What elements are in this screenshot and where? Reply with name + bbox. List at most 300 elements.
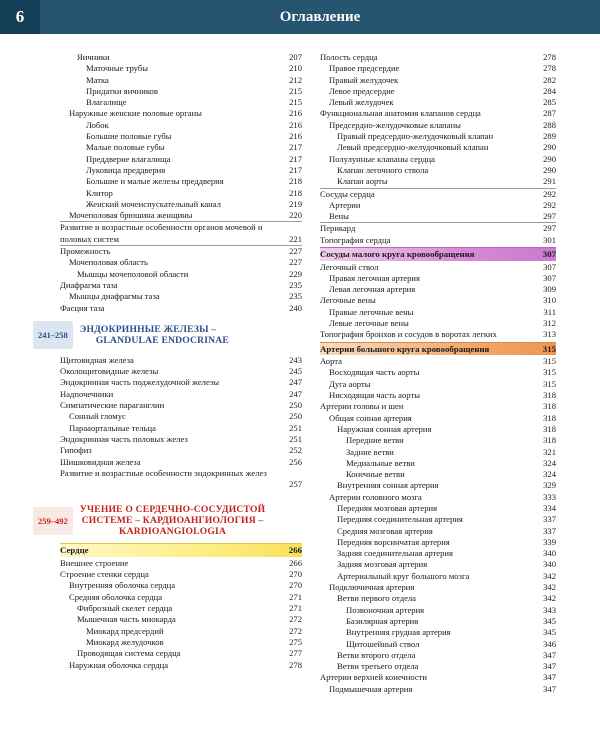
toc-block-heart (60, 558, 302, 671)
toc-entry-page: 227 (289, 257, 302, 268)
toc-entry-page: 334 (543, 502, 556, 513)
toc-entry[interactable] (60, 377, 302, 388)
toc-entry-page: 247 (289, 377, 302, 388)
toc-entry[interactable] (320, 154, 556, 165)
section-page-range: 241–258 (33, 321, 73, 349)
toc-entry-title: Парааортальные тельца (69, 422, 156, 433)
toc-entry-title: Артерии головного мозга (329, 491, 422, 502)
toc-entry-page: 288 (543, 119, 556, 130)
toc-entry-title: Полость сердца (320, 52, 378, 62)
toc-entry-page: 277 (289, 648, 302, 659)
toc-entry-page: 307 (543, 272, 556, 283)
toc-entry[interactable] (320, 401, 556, 412)
toc-entry-page: 318 (543, 390, 556, 401)
toc-entry-page: 212 (289, 74, 302, 85)
toc-entry-title: Малые половые губы (86, 142, 165, 153)
toc-entry-page: 321 (543, 446, 556, 457)
toc-block-female-organs (60, 52, 302, 314)
toc-entry-page: 324 (543, 469, 556, 480)
toc-entry-page: 342 (543, 570, 556, 581)
toc-entry-title: Задние ветви (346, 446, 394, 457)
toc-entry-title: Внутренняя сонная артерия (337, 480, 439, 491)
toc-entry-page: 333 (543, 491, 556, 502)
toc-entry-page: 227 (289, 246, 302, 257)
toc-entry[interactable] (60, 210, 302, 221)
toc-entry-title: Развитие и возрастные особенности органов мочевой и половых систем (60, 222, 263, 244)
toc-entry-page: 315 (543, 367, 556, 378)
toc-entry-page: 347 (543, 649, 556, 660)
toc-entry-title: Луковица преддверия (86, 164, 166, 175)
page-number: 6 (0, 0, 40, 34)
toc-entry-page: 342 (543, 582, 556, 593)
toc-entry[interactable] (320, 684, 556, 695)
toc-entry-title: Околощитовидные железы (60, 366, 159, 377)
toc-entry-title: Большие половые губы (86, 131, 172, 142)
toc-entry-title: Левый предсердно-желудочковый клапан (337, 142, 489, 153)
toc-entry-page: 284 (543, 85, 556, 96)
toc-entry[interactable] (60, 569, 302, 580)
toc-entry-page: 215 (289, 97, 302, 108)
toc-entry-title: Наружная оболочка сердца (69, 659, 169, 670)
toc-entry[interactable] (320, 514, 556, 525)
toc-entry-page: 217 (289, 153, 302, 164)
toc-entry-title: Функциональная анатомия клапанов сердца (320, 108, 481, 119)
toc-entry[interactable] (320, 131, 556, 142)
toc-entry-page: 251 (289, 433, 302, 444)
toc-entry[interactable] (60, 423, 302, 434)
toc-entry-page: 216 (289, 131, 302, 142)
toc-entry[interactable] (60, 603, 302, 614)
toc-entry-title: Промежность (60, 246, 111, 257)
toc-entry[interactable] (320, 273, 556, 284)
toc-entry-page: 290 (543, 153, 556, 164)
toc-entry[interactable] (60, 660, 302, 671)
toc-entry-title: Вены (329, 211, 349, 222)
toc-entry-title: Миокард желудочков (86, 636, 164, 647)
toc-entry[interactable] (60, 614, 302, 625)
toc-entry[interactable] (60, 63, 302, 74)
toc-entry-page: 252 (289, 445, 302, 456)
toc-entry[interactable] (60, 434, 302, 445)
toc-entry[interactable] (320, 447, 556, 458)
toc-entry-page: 297 (543, 211, 556, 222)
toc-entry[interactable] (60, 303, 302, 314)
toc-entry-title: Фасция таза (60, 302, 105, 313)
toc-entry[interactable] (320, 413, 556, 424)
toc-entry[interactable] (320, 616, 556, 627)
section-title: УЧЕНИЕ О СЕРДЕЧНО-СОСУДИСТОЙ СИСТЕМЕ – КАРДИОАНГИОЛОГИЯ – KARDIOANGIOLOGIA (79, 504, 266, 538)
toc-entry[interactable] (60, 245, 302, 257)
toc-entry-page: 220 (289, 210, 302, 221)
toc-entry-title: Задняя соединительная артерия (337, 548, 453, 559)
toc-entry-page: 282 (543, 74, 556, 85)
toc-entry-title: Сосуды сердца (320, 188, 375, 199)
toc-entry[interactable] (60, 291, 302, 302)
toc-entry-title: Дуга аорты (329, 378, 371, 389)
toc-entry-title: Левые легочные вены (329, 318, 409, 329)
toc-entry-page: 216 (289, 119, 302, 130)
toc-entry[interactable] (60, 154, 302, 165)
toc-entry-title: Артерии (329, 199, 361, 210)
toc-entry[interactable] (320, 284, 556, 295)
toc-entry-page: 315 (543, 356, 556, 367)
toc-entry[interactable] (320, 356, 556, 367)
toc-entry-page: 291 (543, 176, 556, 187)
toc-entry-title: Клапан легочного ствола (337, 164, 429, 175)
toc-entry-title: Подмышечная артерия (329, 683, 413, 694)
toc-entry[interactable] (60, 355, 302, 366)
toc-entry-page: 250 (289, 400, 302, 411)
toc-entry-page: 217 (289, 164, 302, 175)
toc-entry[interactable] (60, 400, 302, 411)
toc-entry-title: Правая легочная артерия (329, 272, 420, 283)
toc-entry-page: 218 (289, 187, 302, 198)
toc-entry-page: 275 (289, 636, 302, 647)
toc-entry-title: Топография бронхов и сосудов в воротах легких (320, 329, 497, 340)
toc-entry-title: Мочеполовая брюшина женщины (69, 210, 193, 221)
toc-entry[interactable] (320, 318, 556, 329)
toc-entry[interactable] (320, 571, 556, 582)
toc-entry[interactable] (320, 424, 556, 435)
toc-entry[interactable] (320, 86, 556, 97)
toc-entry[interactable] (320, 176, 556, 187)
toc-entry-title: Клитор (86, 187, 113, 198)
toc-entry[interactable] (60, 366, 302, 377)
toc-heading-pulmonary-circulation[interactable]: Сосуды малого круга кровообращения 307 (320, 249, 556, 260)
toc-entry-page: 337 (543, 514, 556, 525)
toc-entry-page: 343 (543, 604, 556, 615)
toc-entry-page: 346 (543, 638, 556, 649)
section-endocrine[interactable] (33, 321, 302, 349)
toc-entry-title: Мышечная часть миокарда (77, 614, 176, 625)
toc-entry-title: Передняя мозговая артерия (337, 502, 438, 513)
toc-entry-page: 309 (543, 284, 556, 295)
toc-entry-page: 345 (543, 615, 556, 626)
toc-entry[interactable] (60, 411, 302, 422)
toc-entry-title: Базилярная артерия (346, 615, 419, 626)
toc-entry[interactable] (320, 188, 556, 200)
toc-entry[interactable] (320, 559, 556, 570)
toc-entry-title: Внутренняя грудная артерия (346, 627, 451, 638)
toc-entry-page: 271 (289, 591, 302, 602)
toc-entry-page: 313 (543, 329, 556, 340)
toc-entry-title: Женский мочеиспускательный канал (86, 198, 221, 209)
toc-entry[interactable] (60, 558, 302, 569)
toc-entry[interactable] (320, 200, 556, 211)
toc-entry[interactable] (60, 457, 302, 468)
toc-entry-title: Правое предсердие (329, 63, 400, 74)
toc-entry-title: Маточные трубы (86, 63, 148, 74)
toc-entry-title: Ветви первого отдела (337, 593, 416, 604)
toc-entry[interactable] (60, 86, 302, 97)
toc-entry-title: Щитошейный ствол (346, 638, 420, 649)
toc-block-pulmonary (320, 262, 556, 341)
toc-entry-title: Яичники (77, 52, 110, 62)
toc-entry-title: Перикард (320, 223, 356, 234)
toc-entry[interactable] (320, 262, 556, 273)
toc-entry[interactable] (60, 648, 302, 659)
toc-entry-title: Правый желудочек (329, 74, 399, 85)
toc-entry-page: 278 (543, 52, 556, 62)
toc-entry-title: Внешнее строение (60, 557, 129, 568)
toc-entry-title: Ветви третьего отдела (337, 661, 419, 672)
toc-entry-page: 250 (289, 411, 302, 422)
toc-entry-title: Надпочечники (60, 388, 114, 399)
toc-entry[interactable] (60, 269, 302, 280)
toc-entry-page: 329 (543, 480, 556, 491)
toc-entry-title: Лобок (86, 119, 109, 130)
toc-entry[interactable] (320, 120, 556, 131)
toc-entry[interactable] (60, 75, 302, 86)
toc-entry[interactable] (320, 235, 556, 246)
toc-entry-page: 270 (289, 580, 302, 591)
toc-entry-page: 229 (289, 268, 302, 279)
toc-entry[interactable] (320, 367, 556, 378)
toc-entry-title: Клапан аорты (337, 176, 388, 187)
toc-entry-page: 337 (543, 525, 556, 536)
toc-entry[interactable] (320, 661, 556, 672)
toc-entry[interactable] (320, 211, 556, 222)
toc-entry[interactable] (320, 492, 556, 503)
toc-entry-title: Диафрагма таза (60, 279, 118, 290)
toc-entry[interactable] (320, 63, 556, 74)
toc-entry-page: 345 (543, 627, 556, 638)
toc-entry-title: Позвоночная артерия (346, 604, 425, 615)
toc-entry-title: Восходящая часть аорты (329, 367, 420, 378)
toc-entry-page: 270 (289, 569, 302, 580)
toc-entry[interactable] (60, 188, 302, 199)
toc-entry-page: 347 (543, 672, 556, 683)
toc-entry-title: Артериальный круг большого мозга (337, 570, 470, 581)
toc-entry[interactable] (60, 97, 302, 108)
toc-entry[interactable] (60, 637, 302, 648)
toc-entry[interactable] (320, 390, 556, 401)
toc-entry[interactable] (320, 329, 556, 340)
toc-entry-title: Передняя соединительная артерия (337, 514, 463, 525)
toc-entry-title: Проводящая система сердца (77, 648, 181, 659)
toc-entry[interactable] (60, 131, 302, 142)
toc-entry[interactable] (320, 548, 556, 559)
toc-entry[interactable] (320, 165, 556, 176)
toc-entry-title: Левая легочная артерия (329, 284, 416, 295)
toc-entry-title: Общая сонная артерия (329, 412, 412, 423)
toc-left-column (38, 52, 302, 671)
toc-entry-page: 287 (543, 108, 556, 119)
toc-entry-title: Шишковидная железа (60, 456, 141, 467)
toc-heading-systemic-arteries[interactable]: Артерии большого круга кровообращения 315 (320, 343, 556, 354)
toc-entry-page: 245 (289, 366, 302, 377)
toc-entry-page: 339 (543, 536, 556, 547)
toc-entry-title: Средняя мозговая артерия (337, 525, 433, 536)
toc-entry-page: 272 (289, 614, 302, 625)
toc-entry-page: 210 (289, 63, 302, 74)
toc-entry-title: Аорта (320, 356, 342, 367)
toc-entry-page: 278 (289, 659, 302, 670)
toc-entry-title: Влагалище (86, 97, 127, 108)
toc-entry[interactable] (320, 480, 556, 491)
toc-entry-page: 315 (543, 378, 556, 389)
toc-block-heart-cavity (320, 52, 556, 246)
section-cardioangiology[interactable] (33, 504, 302, 537)
toc-entry-title: Левый желудочек (329, 97, 394, 108)
toc-entry-title: Предсердно-желудочковые клапаны (329, 119, 461, 130)
toc-entry-page: 278 (543, 63, 556, 74)
toc-entry[interactable] (320, 582, 556, 593)
toc-entry[interactable] (320, 639, 556, 650)
toc-entry-title: Легочные вены (320, 295, 376, 306)
toc-entry-title: Эндокринная часть половых желез (60, 433, 188, 444)
toc-entry-page: 324 (543, 457, 556, 468)
toc-entry-page: 289 (543, 131, 556, 142)
toc-entry-title: Строение стенки сердца (60, 569, 149, 580)
toc-entry-page: 347 (543, 683, 556, 694)
toc-entry-title: Левое предсердие (329, 85, 395, 96)
toc-entry[interactable] (320, 593, 556, 604)
toc-entry[interactable] (60, 108, 302, 119)
toc-entry-title: Медиальные ветви (346, 457, 415, 468)
toc-entry-title: Задняя мозговая артерия (337, 559, 428, 570)
toc-entry[interactable] (320, 222, 556, 234)
toc-entry-title: Средняя оболочка сердца (69, 591, 163, 602)
toc-entry[interactable] (320, 97, 556, 108)
toc-entry-page: 342 (543, 593, 556, 604)
toc-entry-title: Наружная сонная артерия (337, 423, 432, 434)
toc-entry[interactable] (320, 75, 556, 86)
toc-entry-page: 266 (289, 557, 302, 568)
toc-entry[interactable] (320, 307, 556, 318)
toc-entry-page: 207 (289, 52, 302, 62)
toc-entry-title: Правые легочные вены (329, 306, 414, 317)
toc-entry-page: 340 (543, 548, 556, 559)
toc-entry-page: 218 (289, 176, 302, 187)
toc-entry-page: 290 (543, 164, 556, 175)
toc-entry[interactable] (320, 142, 556, 153)
toc-entry-page: 347 (543, 661, 556, 672)
toc-entry-page: 216 (289, 108, 302, 119)
toc-entry[interactable] (60, 280, 302, 291)
toc-entry-title: Симпатические параганглии (60, 400, 165, 411)
toc-entry-title: Конечные ветви (346, 469, 405, 480)
toc-entry-title: Большие и малые железы преддверия (86, 176, 224, 187)
toc-entry-page: 318 (543, 412, 556, 423)
toc-entry-title: Наружные женские половые органы (69, 108, 202, 119)
toc-entry-title: Мышцы диафрагмы таза (69, 291, 160, 302)
toc-entry[interactable] (60, 626, 302, 637)
toc-entry-page: 290 (543, 142, 556, 153)
toc-entry-title: Придатки яичников (86, 85, 158, 96)
toc-entry[interactable] (320, 108, 556, 119)
toc-entry-title: Передняя ворсинчатая артерия (337, 536, 450, 547)
toc-entry-title: Полулунные клапаны сердца (329, 153, 435, 164)
toc-entry[interactable] (320, 650, 556, 661)
toc-entry-page: 251 (289, 422, 302, 433)
toc-entry-page: 215 (289, 85, 302, 96)
toc-entry-page: 243 (289, 354, 302, 365)
toc-entry-title: Сонный гломус (69, 411, 126, 422)
toc-heading-heart[interactable]: Сердце 266 (60, 545, 302, 556)
toc-entry-page: 318 (543, 435, 556, 446)
toc-entry-title: Передние ветви (346, 435, 404, 446)
toc-entry-page: 312 (543, 318, 556, 329)
toc-entry-page: 297 (543, 223, 556, 234)
toc-entry-title: Преддверие влагалища (86, 153, 171, 164)
toc-entry-page: 311 (543, 306, 556, 317)
toc-entry[interactable] (60, 142, 302, 153)
toc-entry-page: 318 (543, 423, 556, 434)
toc-entry-title: Миокард предсердий (86, 625, 164, 636)
toc-block-endocrine (60, 355, 302, 491)
toc-entry-title: Нисходящая часть аорты (329, 390, 420, 401)
toc-entry-title: Внутренняя оболочка сердца (69, 580, 176, 591)
toc-entry-title: Фиброзный скелет сердца (77, 603, 173, 614)
toc-entry[interactable] (60, 257, 302, 268)
page-header (0, 0, 600, 34)
toc-entry-title: Легочный ствол (320, 261, 379, 272)
toc-entry[interactable] (60, 165, 302, 176)
toc-entry[interactable] (320, 537, 556, 548)
toc-entry-title: Эндокринная часть поджелудочной железы (60, 377, 220, 388)
toc-entry-title: Правый предсердно-желудочковый клапан (337, 131, 494, 142)
toc-entry-title: Подключичная артерия (329, 582, 415, 593)
toc-entry[interactable] (320, 379, 556, 390)
toc-entry[interactable] (60, 52, 302, 63)
toc-entry-page: 221 (289, 233, 302, 244)
toc-entry[interactable] (320, 295, 556, 306)
toc-entry[interactable] (60, 468, 302, 491)
toc-entry-page: 271 (289, 603, 302, 614)
toc-entry[interactable] (60, 176, 302, 187)
toc-entry-page: 292 (543, 188, 556, 199)
toc-entry-page: 292 (543, 199, 556, 210)
toc-entry[interactable] (60, 389, 302, 400)
toc-entry[interactable] (320, 52, 556, 63)
toc-entry[interactable] (60, 221, 302, 245)
toc-block-arteries (320, 356, 556, 695)
toc-entry-page: 219 (289, 198, 302, 209)
toc-entry-title: Гипофиз (60, 445, 92, 456)
toc-entry[interactable] (60, 592, 302, 603)
toc-entry-page: 257 (289, 479, 302, 490)
section-title: ЭНДОКРИННЫЕ ЖЕЛЕЗЫ – GLANDULAE ENDOCRINAE (79, 323, 230, 346)
toc-entry[interactable] (320, 672, 556, 683)
toc-entry[interactable] (60, 120, 302, 131)
toc-entry-title: Артерии головы и шеи (320, 401, 404, 412)
toc-entry-page: 272 (289, 625, 302, 636)
page-title: Оглавление (279, 8, 361, 25)
toc-entry-title: Топография сердца (320, 234, 391, 245)
toc-entry-page: 301 (543, 234, 556, 245)
toc-entry-title: Матка (86, 74, 109, 85)
toc-entry[interactable] (320, 503, 556, 514)
toc-entry-title: Мочеполовая область (69, 257, 148, 268)
toc-entry[interactable] (60, 199, 302, 210)
toc-entry[interactable] (320, 435, 556, 446)
toc-entry[interactable] (320, 458, 556, 469)
section-page-range: 259–492 (33, 507, 73, 535)
toc-entry-page: 235 (289, 291, 302, 302)
toc-entry-page: 217 (289, 142, 302, 153)
toc-entry[interactable] (320, 469, 556, 480)
toc-entry[interactable] (320, 526, 556, 537)
toc-entry[interactable] (60, 580, 302, 591)
toc-entry[interactable] (320, 605, 556, 616)
toc-entry-page: 307 (543, 261, 556, 272)
toc-entry-page: 340 (543, 559, 556, 570)
toc-entry[interactable] (60, 445, 302, 456)
toc-entry-page: 285 (543, 97, 556, 108)
toc-entry[interactable] (320, 627, 556, 638)
toc-entry-title: Ветви второго отдела (337, 649, 416, 660)
